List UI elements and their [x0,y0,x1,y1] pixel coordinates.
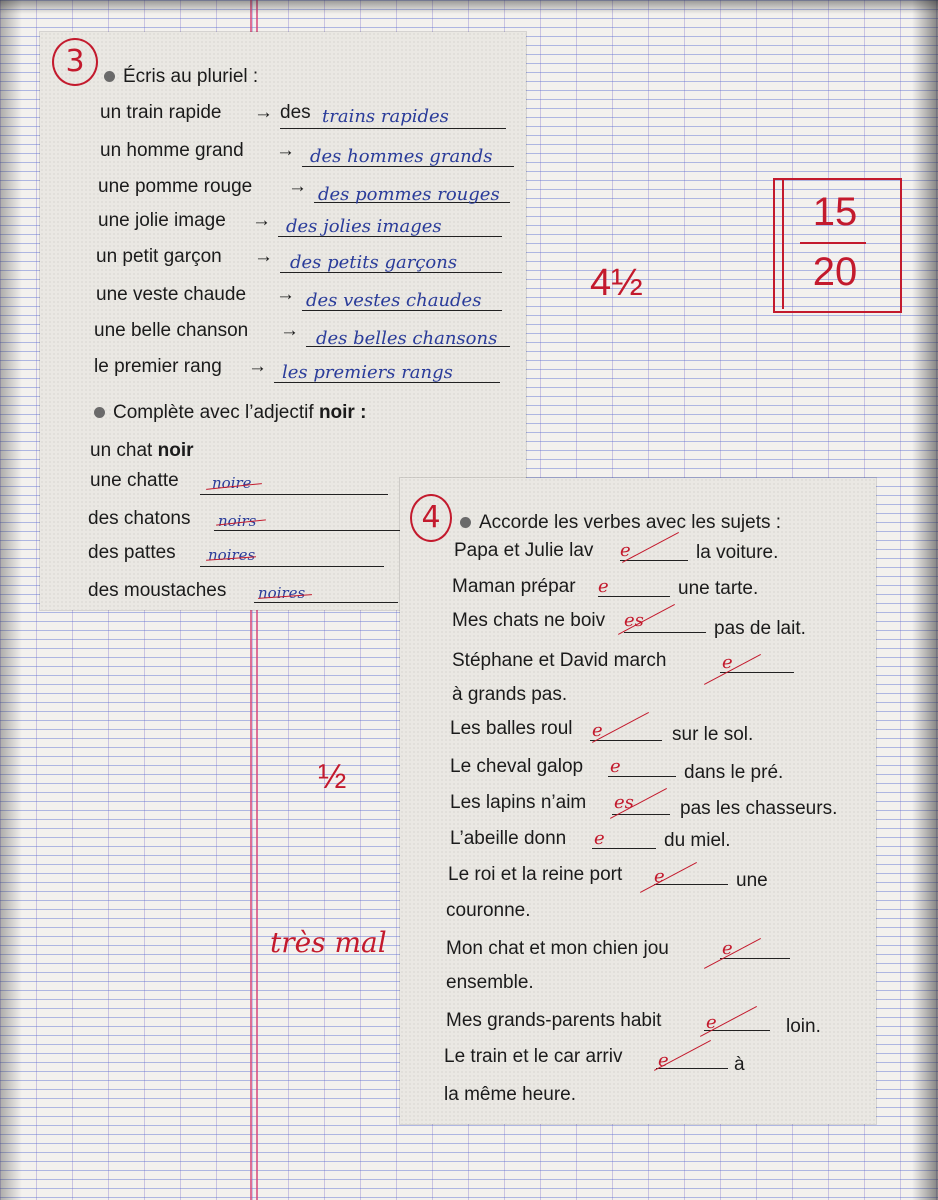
exercise-3-partial-mark: 4½ [590,262,643,304]
verb-stem: Le cheval galop [450,756,584,777]
handwritten-answer: noires [258,584,306,602]
bullet-icon [94,407,105,418]
answer-line [200,494,388,495]
score-box-inner-line [782,178,787,309]
arrow-icon: → [288,176,307,197]
bullet-icon [104,71,115,82]
answer-line [590,740,662,741]
handwritten-answer: les premiers rangs [282,362,453,383]
arrow-icon: → [280,320,299,341]
verb-ending: es [614,792,634,813]
plural-prompt: une pomme rouge [98,176,253,197]
notebook-binding [912,0,938,1200]
answer-line [280,128,506,129]
handwritten-answer: des jolies images [286,216,442,237]
verb-ending: e [706,1012,717,1033]
verb-stem: Mes grands-parents habit [446,1010,662,1031]
verb-rest: pas de lait. [714,618,806,639]
instruction-bold-word: noir : [318,402,367,423]
plural-prompt: un petit garçon [96,246,222,267]
verb-rest: sur le sol. [672,724,754,745]
verb-ending: e [722,938,733,959]
answer-line [656,1068,728,1069]
verb-continuation: la même heure. [444,1084,577,1105]
adjective-instruction [94,402,366,424]
plural-prompt: une belle chanson [94,320,249,341]
verb-rest: une tarte. [678,578,759,599]
verb-rest: la voiture. [696,542,779,563]
answer-line [254,602,398,603]
verb-ending: e [722,652,733,673]
exercise-3-instruction [104,66,258,88]
exercise-3-number: 3 [52,38,98,86]
verb-stem: Mon chat et mon chien jou [446,938,669,959]
adjective-prompt: des chatons [88,508,191,529]
arrow-icon: → [254,102,273,123]
adjective-prompt: des moustaches [88,580,227,601]
handwritten-answer: des pommes rouges [318,184,500,205]
score-total: 20 [812,250,858,294]
score-earned: 15 [812,190,858,234]
handwritten-answer: des vestes chaudes [306,290,482,311]
verb-ending: e [654,866,665,887]
verb-ending: e [658,1050,669,1071]
bullet-icon [460,517,471,528]
plural-prompt: le premier rang [94,356,222,377]
answer-line [214,530,400,531]
instruction-text: Écris au pluriel : [123,66,259,87]
handwritten-answer: noires [208,546,256,564]
verb-stem: Stéphane et David march [452,650,667,671]
example-text: un chat [90,440,153,461]
verb-ending: e [610,756,621,777]
score-fraction-bar [800,242,866,244]
answer-line [598,596,670,597]
handwritten-answer: des petits garçons [290,252,458,273]
verb-ending: e [620,540,631,561]
arrow-icon: → [254,246,273,267]
verb-stem: Le roi et la reine port [448,864,623,885]
verb-stem: Maman prépar [452,576,576,597]
verb-stem: Les lapins n’aim [450,792,587,813]
verb-stem: Papa et Julie lav [454,540,594,561]
answer-line [608,776,676,777]
answer-line [620,560,688,561]
plural-prompt: un homme grand [100,140,244,161]
handwritten-answer: noirs [218,512,257,530]
instruction-text: Accorde les verbes avec les sujets : [479,512,782,533]
verb-rest: dans le pré. [684,762,784,783]
verb-ending: e [594,828,605,849]
exercise-4-number: 4 [410,494,452,542]
answer-line [612,814,670,815]
handwritten-answer: des hommes grands [310,146,493,167]
adjective-prompt: une chatte [90,470,179,491]
page-edge-left [0,0,22,1200]
answer-line [624,632,706,633]
arrow-icon: → [276,284,295,305]
adjective-partial-mark: ½ [318,758,347,796]
adjective-prompt: des pattes [88,542,176,563]
verb-stem: Mes chats ne boiv [452,610,606,631]
verb-rest: du miel. [664,830,731,851]
verb-rest: une [736,870,768,891]
verb-stem: Les balles roul [450,718,573,739]
plural-prompt: une jolie image [98,210,226,231]
arrow-icon: → [276,140,295,161]
verb-ending: e [598,576,609,597]
answer-line [654,884,728,885]
verb-stem: L’abeille donn [450,828,567,849]
handwritten-answer: noire [212,474,252,492]
verb-continuation: à grands pas. [452,684,568,705]
answer-line [592,848,656,849]
handwritten-answer: trains rapides [322,106,449,127]
answer-line [720,672,794,673]
adjective-example [90,440,194,462]
answer-line [200,566,384,567]
page-edge-top [0,0,938,14]
instruction-text: Complète avec l’adjectif [113,402,314,423]
answer-line [704,1030,770,1031]
verb-rest: pas les chasseurs. [680,798,838,819]
exercise-4-instruction [460,512,781,534]
verb-continuation: ensemble. [446,972,534,993]
printed-article: des [280,102,311,123]
arrow-icon: → [248,356,267,377]
verb-stem: Le train et le car arriv [444,1046,623,1067]
plural-prompt: un train rapide [100,102,222,123]
example-bold: noir [157,440,194,461]
plural-prompt: une veste chaude [96,284,247,305]
teacher-comment: très mal [270,926,387,959]
verb-continuation: couronne. [446,900,531,921]
handwritten-answer: des belles chansons [316,328,498,349]
verb-rest: loin. [786,1016,821,1037]
verb-ending: es [624,610,644,631]
verb-ending: e [592,720,603,741]
verb-rest: à [734,1054,745,1075]
arrow-icon: → [252,210,271,231]
answer-line [720,958,790,959]
